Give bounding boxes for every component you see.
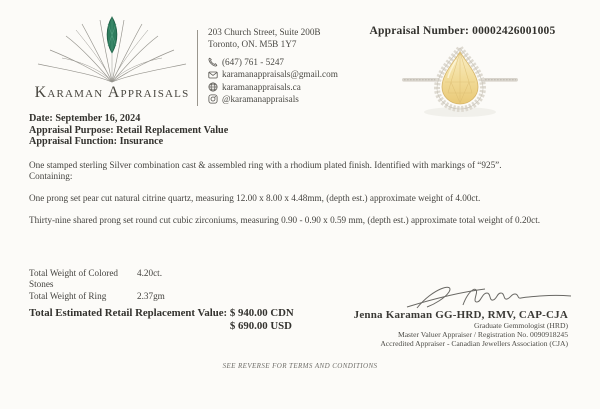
ring-weight-label: Total Weight of Ring [29,290,107,301]
appraiser-name: Jenna Karaman GG-HRD, RMV, CAP-CJA [353,309,568,321]
ring-weight-row [29,291,165,302]
instagram-handle: @karamanappraisals [222,94,299,105]
website-url: karamanappraisals.ca [222,81,301,92]
appraisal-number-value: 00002426001005 [472,25,556,37]
citrine-ring-image [398,42,522,120]
function-label: Appraisal Function: [29,136,118,148]
globe-icon [208,82,222,92]
purpose-label: Appraisal Purpose: [29,124,114,136]
appraisal-number [340,25,585,37]
instagram-icon [208,94,222,104]
phone-icon [208,57,222,67]
contact-website-row [208,81,343,93]
contact-phone-row [208,56,343,68]
contact-instagram-row [208,93,343,105]
function-value: Insurance [119,136,164,148]
stones-weight-row [29,268,165,291]
appraisal-number-label: Appraisal Number: [369,25,470,37]
appraiser-block [308,309,568,349]
function-line [29,136,429,148]
address-line-2: Toronto, ON. M5B 1Y7 [208,39,297,49]
contact-block [208,26,343,106]
valuation-block [29,307,294,332]
valuation-amounts [230,307,294,332]
logo-gem-icon [107,17,117,53]
description-line-2: Containing: [29,171,73,181]
email-address: karamanappraisals@gmail.com [222,69,338,80]
footer-terms-note: SEE REVERSE FOR TERMS AND CONDITIONS [222,362,378,370]
appraiser-credential-2: Master Valuer Appraiser / Registration No. 0090918245 [397,330,568,340]
ring-weight-value: 2.37gm [137,290,165,301]
mail-icon [208,70,222,80]
appraiser-credential-3: Accredited Appraiser - Canadian Jewellers Association (CJA) [380,339,568,349]
appraisal-details [29,113,429,148]
purpose-line [29,125,429,137]
stones-weight-value: 4.20ct. [137,268,163,278]
contact-email-row [208,68,343,80]
description-item-1: One prong set pear cut natural citrine quartz, measuring 12.00 x 8.00 x 4.48mm, (depth est.) approximate weight of 4.00ct. [29,193,481,203]
header-divider [197,30,198,106]
address-line-1: 203 Church Street, Suite 200B [208,27,321,37]
weight-totals [29,268,165,302]
logo-leaf-burst-icon [32,14,192,88]
stones-weight-label: Total Weight of Colored Stones [29,268,119,290]
date-value: September 16, 2024 [55,113,141,124]
description-item-2: Thirty-nine shared prong set round cut cubic zirconiums, measuring 0.90 - 0.90 x 0.59 mm, (depth est.) approximate total weight of 0.20ct. [29,215,541,225]
date-label: Date: [29,113,53,124]
valuation-usd: $ 690.00 USD [229,319,292,332]
description-line-1: One stamped sterling Silver combination cast & assembled ring with a rhodium plated finish. Identified with markings of “925”. [29,160,502,170]
phone-number: (647) 761 - 5247 [222,57,285,67]
ring-photo [398,42,522,120]
valuation-label: Total Estimated Retail Replacement Value: [29,307,228,319]
purpose-value: Retail Replacement Value [116,124,229,136]
company-logo [22,14,202,106]
valuation-cdn: $ 940.00 CDN [229,307,294,319]
description-intro [29,160,599,182]
appraiser-credential-1: Graduate Gemmologist (HRD) [473,321,568,330]
date-line [29,113,429,125]
logo-wordmark: Karaman Appraisals [34,84,190,101]
